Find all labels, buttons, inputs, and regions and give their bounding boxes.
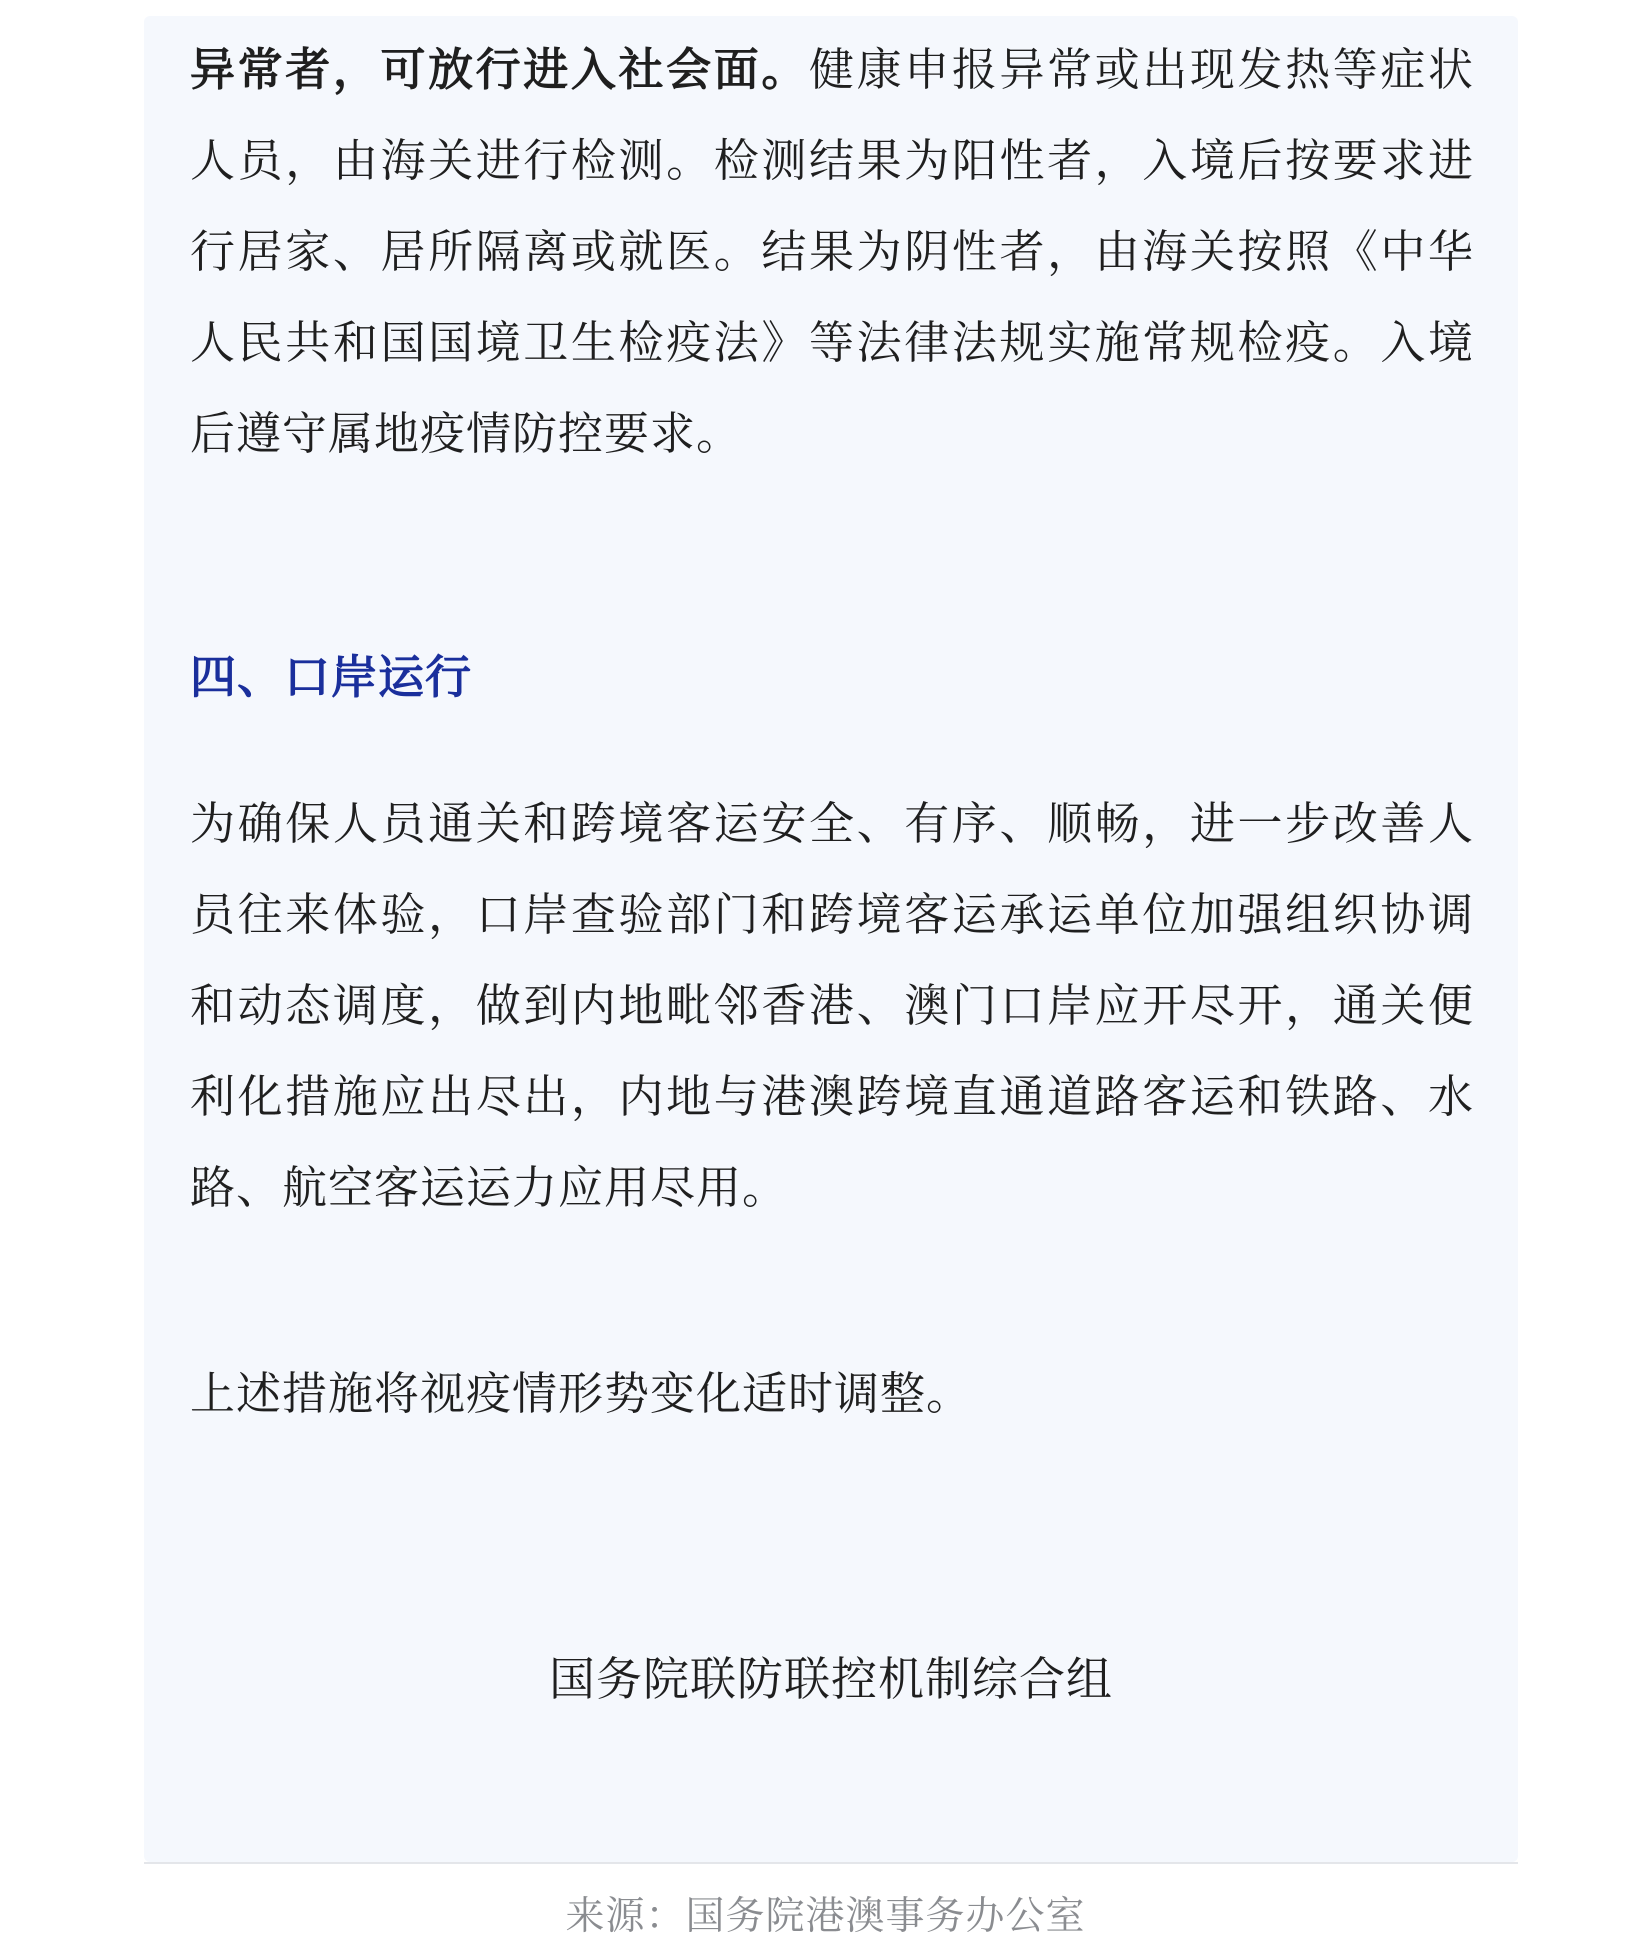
paragraph-port-operation: 为确保人员通关和跨境客运安全、有序、顺畅，进一步改善人员往来体验，口岸查验部门和跨境客运承运单位加强组织协调和动态调度，做到内地毗邻香港、澳门口岸应开尽开，通关便利化措施应出尽出，内地与港澳跨境直通道路客运和铁路、水路、航空客运运力应用尽用。 xyxy=(190,797,1474,1214)
footer-divider xyxy=(144,1862,1518,1864)
bold-lead-text: 异常者，可放行进入社会面。 xyxy=(190,43,809,96)
signature-issuer: 国务院联防联控机制综合组 xyxy=(549,1652,1113,1706)
paragraph-health-check xyxy=(190,24,1474,479)
source-attribution: 来源：国务院港澳事务办公室 xyxy=(565,1894,1086,1939)
paragraph-adjustment-note: 上述措施将视疫情形势变化适时调整。 xyxy=(190,1367,973,1420)
paragraph-text: 健康申报异常或出现发热等症状人员，由海关进行检测。检测结果为阳性者，入境后按要求进行居家、居所隔离或就医。结果为阴性者，由海关按照《中华人民共和国国境卫生检疫法》等法律法规实施常规检疫。入境后遵守属地疫情防控要求。 xyxy=(190,43,1474,460)
section-heading-port-operation: 四、口岸运行 xyxy=(190,650,472,704)
